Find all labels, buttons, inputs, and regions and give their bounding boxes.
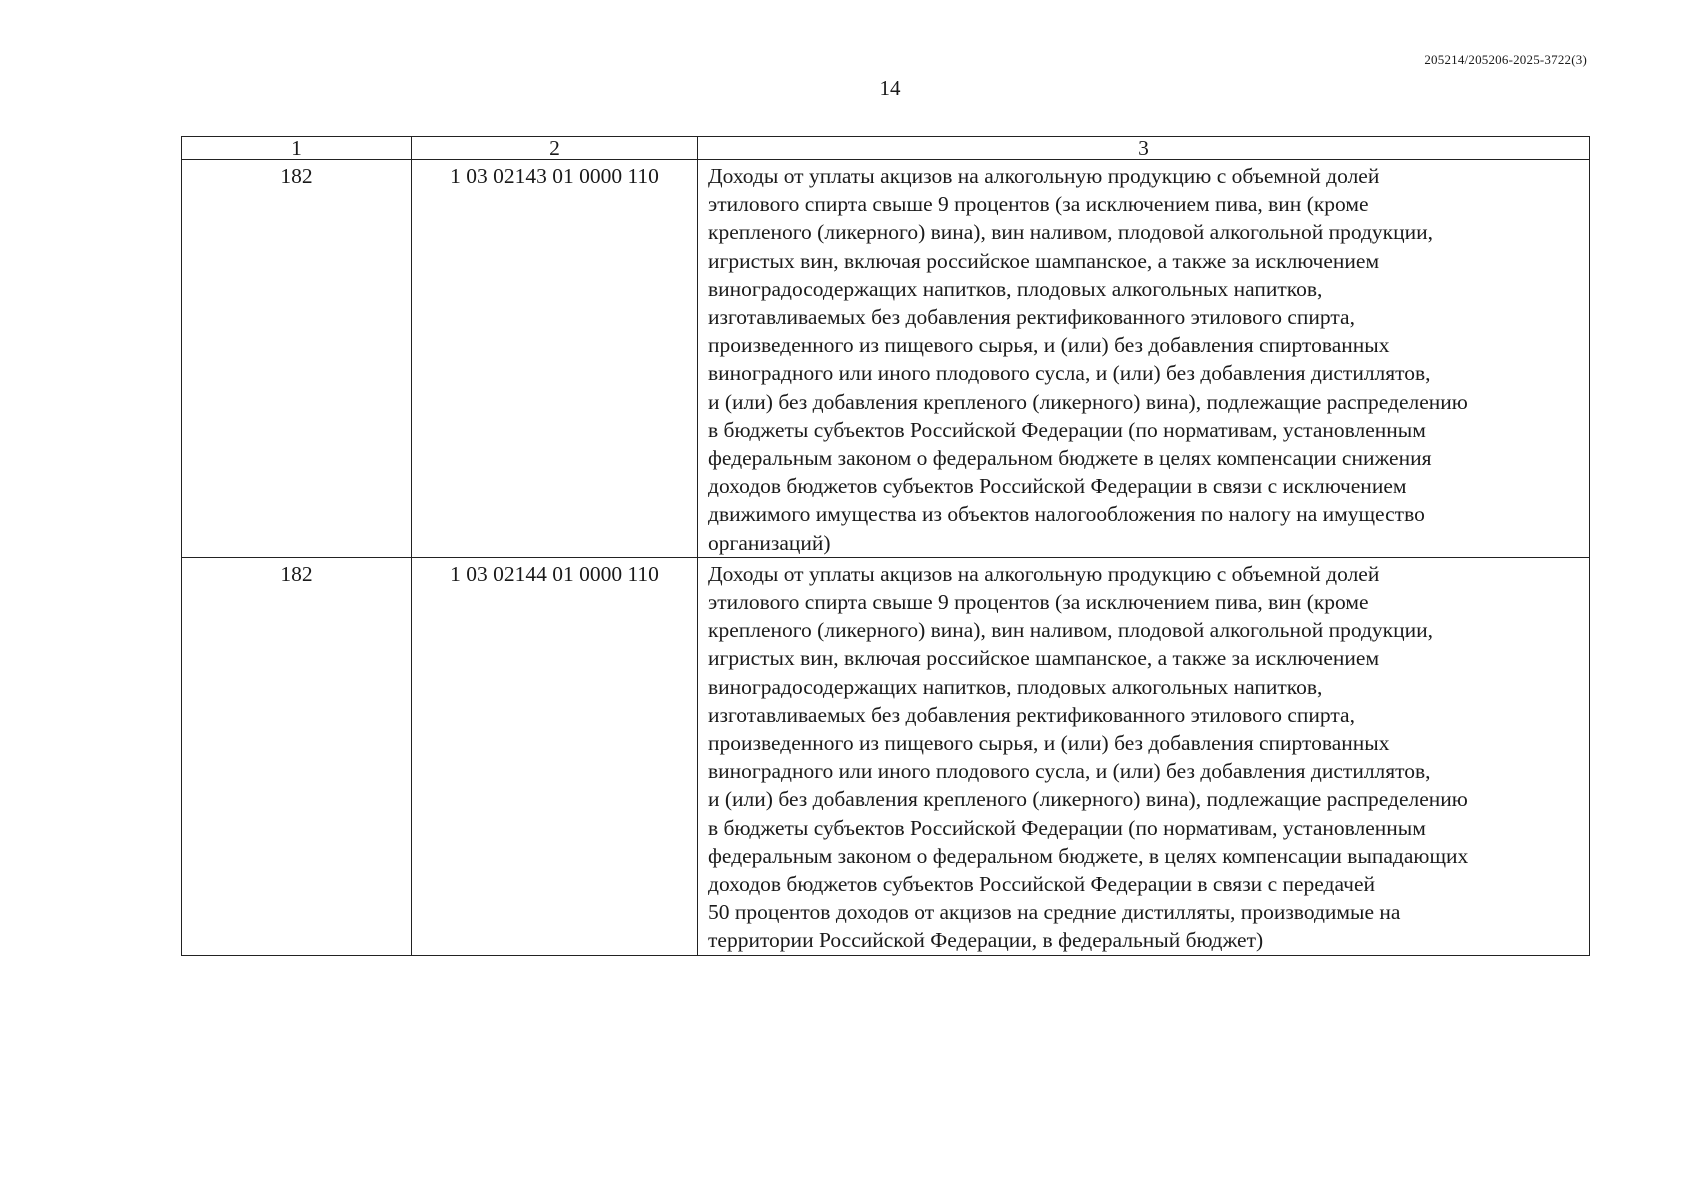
description-line: виноградного или иного плодового сусла, и (или) без добавления дистиллятов, (708, 759, 1431, 784)
description-line: федеральным законом о федеральном бюджете в целях компенсации снижения (708, 446, 1432, 471)
description-line: Доходы от уплаты акцизов на алкогольную продукцию с объемной долей (708, 164, 1380, 188)
description-line: 50 процентов доходов от акцизов на средние дистилляты, производимые на (708, 900, 1401, 925)
admin-code-cell: 182 (182, 160, 412, 558)
admin-code-cell: 182 (182, 557, 412, 955)
description-cell (698, 160, 1590, 558)
description-line: в бюджеты субъектов Российской Федерации (по нормативам, установленным (708, 815, 1426, 840)
document-id: 205214/205206-2025-3722(3) (1424, 52, 1587, 67)
table-row (182, 557, 1590, 955)
description-cell (698, 557, 1590, 955)
description-line: произведенного из пищевого сырья, и (или) без добавления спиртованных (708, 333, 1390, 358)
description-line: доходов бюджетов субъектов Российской Федерации в связи с передачей (708, 872, 1376, 897)
description-line: в бюджеты субъектов Российской Федерации (по нормативам, установленным (708, 417, 1426, 442)
description-line: движимого имущества из объектов налогообложения по налогу на имущество (708, 502, 1425, 527)
description-line: виноградосодержащих напитков, плодовых алкогольных напитков, (708, 674, 1323, 699)
description-line: изготавливаемых без добавления ректификованного этилового спирта, (708, 702, 1355, 727)
description-line: доходов бюджетов субъектов Российской Федерации в связи с исключением (708, 474, 1407, 499)
description-line: этилового спирта свыше 9 процентов (за исключением пива, вин (кроме (708, 590, 1369, 615)
description-line: Доходы от уплаты акцизов на алкогольную продукцию с объемной долей (708, 561, 1380, 586)
description-line: игристых вин, включая российское шампанское, а также за исключением (708, 646, 1380, 671)
page-number: 14 (879, 76, 901, 100)
table-header-row (182, 137, 1590, 160)
description-line: этилового спирта свыше 9 процентов (за исключением пива, вин (кроме (708, 192, 1369, 217)
description-line: организаций) (708, 530, 831, 555)
description-line: виноградосодержащих напитков, плодовых алкогольных напитков, (708, 276, 1323, 301)
column-header-2: 2 (412, 137, 698, 160)
table-row (182, 160, 1590, 558)
description-line: и (или) без добавления крепленого (ликерного) вина), подлежащие распределению (708, 389, 1468, 414)
description-line: и (или) без добавления крепленого (ликерного) вина), подлежащие распределению (708, 787, 1468, 812)
description-line: виноградного или иного плодового сусла, и (или) без добавления дистиллятов, (708, 361, 1431, 386)
description-line: произведенного из пищевого сырья, и (или) без добавления спиртованных (708, 731, 1390, 756)
description-line: крепленого (ликерного) вина), вин наливом, плодовой алкогольной продукции, (708, 618, 1434, 643)
description-line: крепленого (ликерного) вина), вин наливом, плодовой алкогольной продукции, (708, 220, 1434, 245)
income-code-cell: 1 03 02144 01 0000 110 (412, 557, 698, 955)
column-header-3: 3 (698, 137, 1590, 160)
description-line: федеральным законом о федеральном бюджете, в целях компенсации выпадающих (708, 843, 1469, 868)
description-line: территории Российской Федерации, в федеральный бюджет) (708, 928, 1264, 953)
description-line: игристых вин, включая российское шампанское, а также за исключением (708, 248, 1380, 273)
income-classification-table (181, 136, 1590, 956)
column-header-1: 1 (182, 137, 412, 160)
description-line: изготавливаемых без добавления ректификованного этилового спирта, (708, 305, 1355, 330)
income-code-cell: 1 03 02143 01 0000 110 (412, 160, 698, 558)
